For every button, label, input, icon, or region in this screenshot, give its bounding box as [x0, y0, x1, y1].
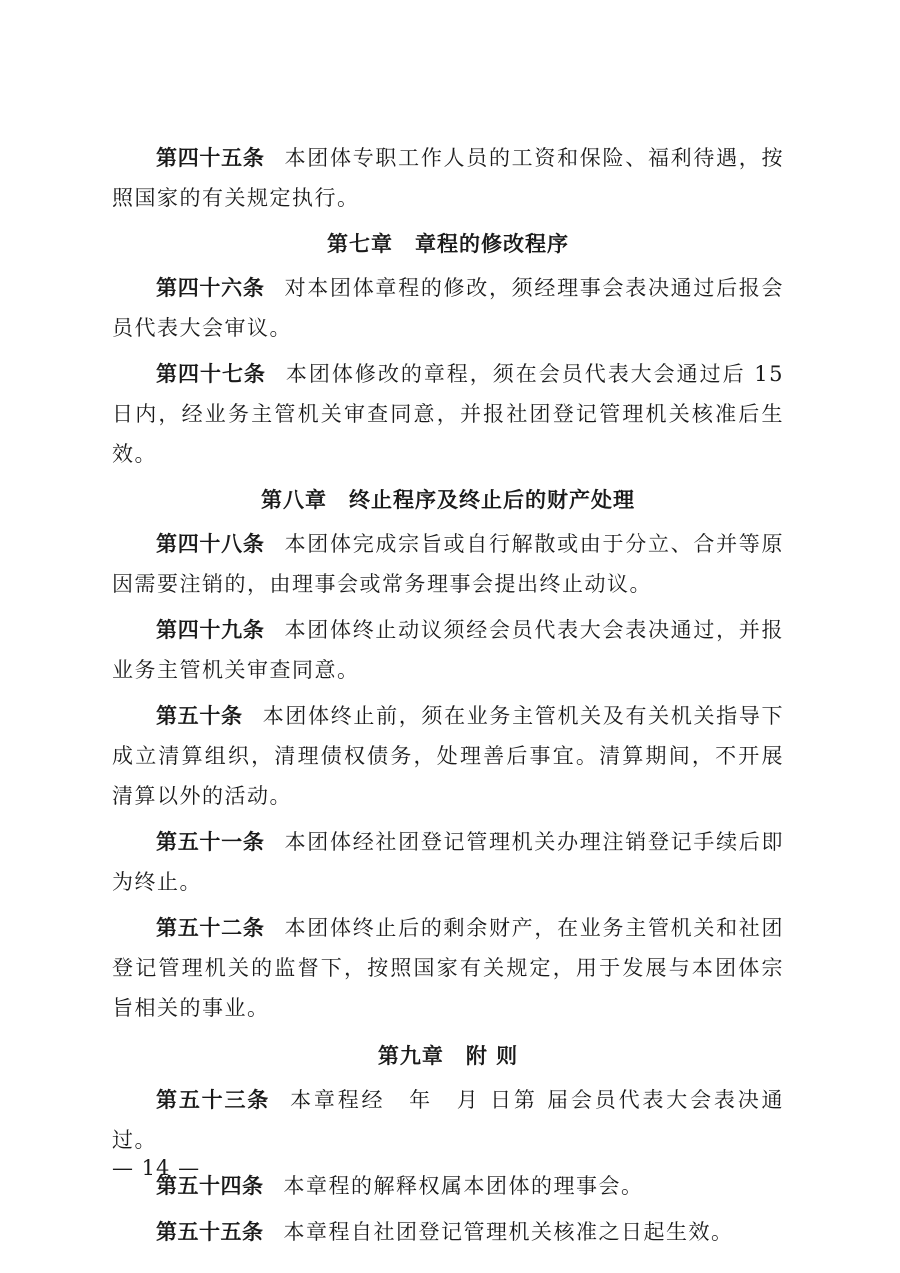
article-label: 第五十条 [156, 704, 243, 728]
article-text: 本章程经 年 月 日第 届会员代表大会表决通过。 [112, 1088, 785, 1152]
chapter-7-heading: 第七章 章程的修改程序 [327, 232, 569, 256]
article-55 [112, 1212, 784, 1252]
article-text: 本章程自社团登记管理机关核准之日起生效。 [283, 1220, 734, 1244]
article-label: 第四十九条 [156, 618, 265, 642]
article-text: 本团体修改的章程，须在会员代表大会通过后 15 日内，经业务主管机关审查同意，并报社团登记管理机关核准后生效。 [112, 362, 784, 466]
article-text: 本章程的解释权属本团体的理事会。 [283, 1174, 644, 1198]
article-text: 本团体专职工作人员的工资和保险、福利待遇，按照国家的有关规定执行。 [112, 146, 785, 210]
article-label: 第五十五条 [156, 1220, 264, 1244]
article-48 [112, 524, 784, 604]
chapter-8-heading: 第八章 终止程序及终止后的财产处理 [261, 488, 635, 512]
article-label: 第四十八条 [156, 532, 265, 556]
article-label: 第五十四条 [156, 1174, 264, 1198]
article-text: 对本团体章程的修改，须经理事会表决通过后报会员代表大会审议。 [112, 276, 785, 340]
article-text: 本团体终止前，须在业务主管机关及有关机关指导下成立清算组织，清理债权债务，处理善后事宜。清算期间，不开展清算以外的活动。 [112, 704, 785, 808]
article-label: 第四十六条 [156, 276, 265, 300]
article-52 [112, 908, 784, 1028]
article-text: 本团体终止动议须经会员代表大会表决通过，并报业务主管机关审查同意。 [112, 618, 785, 682]
article-label: 第四十七条 [156, 362, 266, 386]
article-text: 本团体经社团登记管理机关办理注销登记手续后即为终止。 [112, 830, 785, 894]
article-45 [112, 138, 784, 218]
article-label: 第五十二条 [156, 916, 265, 940]
article-49 [112, 610, 784, 690]
chapter-9-heading: 第九章 附 则 [377, 1044, 519, 1068]
article-label: 第五十一条 [156, 830, 265, 854]
article-label: 第五十三条 [156, 1088, 271, 1112]
article-50 [112, 696, 784, 816]
article-54 [112, 1166, 784, 1206]
article-53 [112, 1080, 784, 1160]
article-text: 本团体完成宗旨或自行解散或由于分立、合并等原因需要注销的，由理事会或常务理事会提出终止动议。 [112, 532, 785, 596]
article-51 [112, 822, 784, 902]
article-47 [112, 354, 784, 474]
article-label: 第四十五条 [156, 146, 265, 170]
document-body [112, 138, 784, 1258]
page-number: — 14 — [112, 1156, 201, 1180]
article-text: 本团体终止后的剩余财产，在业务主管机关和社团登记管理机关的监督下，按照国家有关规定，用于发展与本团体宗旨相关的事业。 [112, 916, 785, 1020]
article-46 [112, 268, 784, 348]
